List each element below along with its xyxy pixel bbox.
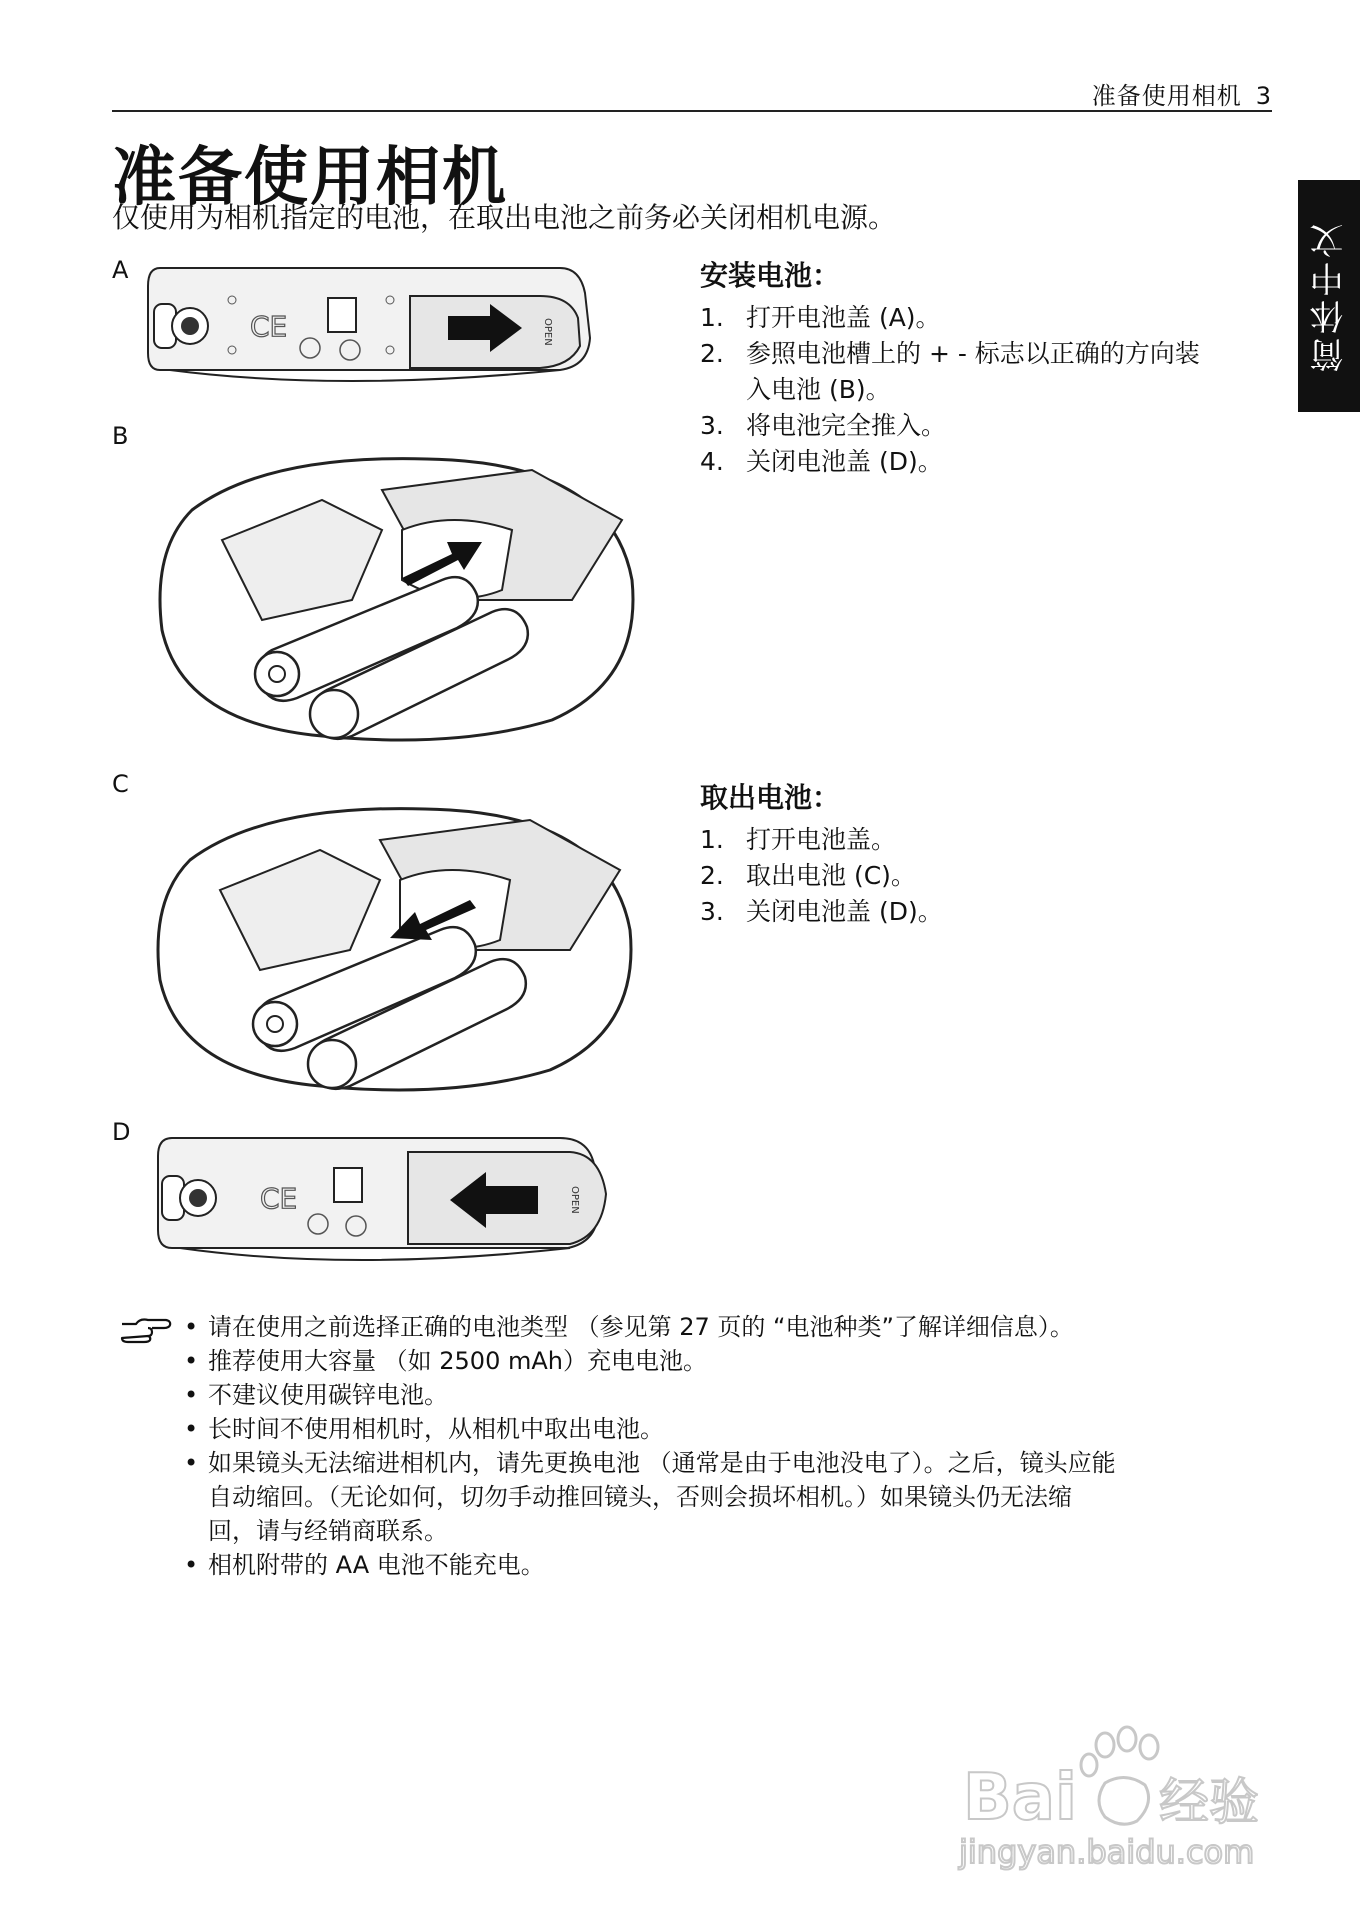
figure-c-remove-batteries — [150, 780, 640, 1094]
paw-icon — [1081, 1727, 1158, 1776]
note-item-continuation: 自动缩回。（无论如何，切勿手动推回镜头，否则会损坏相机。）如果镜头仍无法缩 — [208, 1483, 1072, 1511]
install-battery-section — [700, 254, 1280, 480]
watermark-url: jingyan.baidu.com — [959, 1833, 1255, 1871]
running-title: 准备使用相机 — [1091, 82, 1242, 110]
watermark-brand-suffix: 经验 — [1159, 1773, 1259, 1831]
note-item: • 推荐使用大容量 （如 2500 mAh）充电电池。 — [184, 1347, 707, 1375]
install-step: 4. 关闭电池盖 (D)。 — [700, 447, 943, 476]
note-item: • 如果镜头无法缩进相机内，请先更换电池 （通常是由于电池没电了）。之后，镜头应能 — [184, 1449, 1116, 1477]
notes-section — [118, 1310, 1278, 1582]
running-header — [1092, 76, 1272, 111]
figure-b-insert-batteries — [152, 430, 642, 744]
install-step-continuation: 入电池 (B)。 — [746, 375, 891, 404]
remove-step: 2. 取出电池 (C)。 — [700, 861, 916, 890]
note-item-continuation: 回，请与经销商联系。 — [208, 1517, 448, 1545]
ce-mark: CE — [250, 310, 288, 343]
header-rule — [112, 110, 1272, 112]
notes-list — [118, 1310, 1278, 1582]
door-open-label: OPEN — [569, 1186, 580, 1214]
note-item: • 请在使用之前选择正确的电池类型 （参见第 27 页的 “电池种类”了解详细信息）。 — [184, 1313, 1074, 1341]
figure-label-c: C — [112, 770, 129, 798]
ce-mark: CE — [260, 1182, 298, 1215]
figure-d-camera-closed — [150, 1124, 620, 1276]
watermark-brand: Bai — [963, 1761, 1077, 1835]
remove-battery-section — [700, 776, 1280, 930]
intro-text: 仅使用为相机指定的电池，在取出电池之前务必关闭相机电源。 — [112, 201, 897, 234]
remove-step: 3. 关闭电池盖 (D)。 — [700, 897, 943, 926]
baidu-watermark — [955, 1725, 1275, 1875]
figure-label-d: D — [112, 1118, 131, 1146]
page-number: 3 — [1255, 82, 1272, 110]
install-step: 3. 将电池完全推入。 — [700, 411, 947, 440]
paw-pad-icon — [1099, 1777, 1149, 1824]
install-steps — [700, 300, 1280, 480]
door-open-label: OPEN — [542, 318, 553, 346]
remove-steps — [700, 822, 1280, 930]
install-step: 1. 打开电池盖 (A)。 — [700, 303, 941, 332]
language-tab-label: 简体中文 — [1309, 220, 1350, 372]
figure-a-camera-bottom — [140, 258, 600, 398]
remove-step: 1. 打开电池盖。 — [700, 825, 897, 854]
remove-heading: 取出电池： — [700, 781, 841, 814]
install-heading: 安装电池： — [700, 259, 841, 292]
install-step: 2. 参照电池槽上的 + - 标志以正确的方向装 — [700, 339, 1200, 368]
figure-label-b: B — [112, 422, 129, 450]
note-item: • 不建议使用碳锌电池。 — [184, 1381, 448, 1409]
language-tab — [1298, 180, 1360, 412]
note-item: • 长时间不使用相机时，从相机中取出电池。 — [184, 1415, 664, 1443]
note-item: • 相机附带的 AA 电池不能充电。 — [184, 1551, 545, 1579]
figure-label-a: A — [112, 256, 129, 284]
page-title: 准备使用相机 — [112, 141, 508, 215]
pointing-hand-icon — [118, 1314, 174, 1344]
